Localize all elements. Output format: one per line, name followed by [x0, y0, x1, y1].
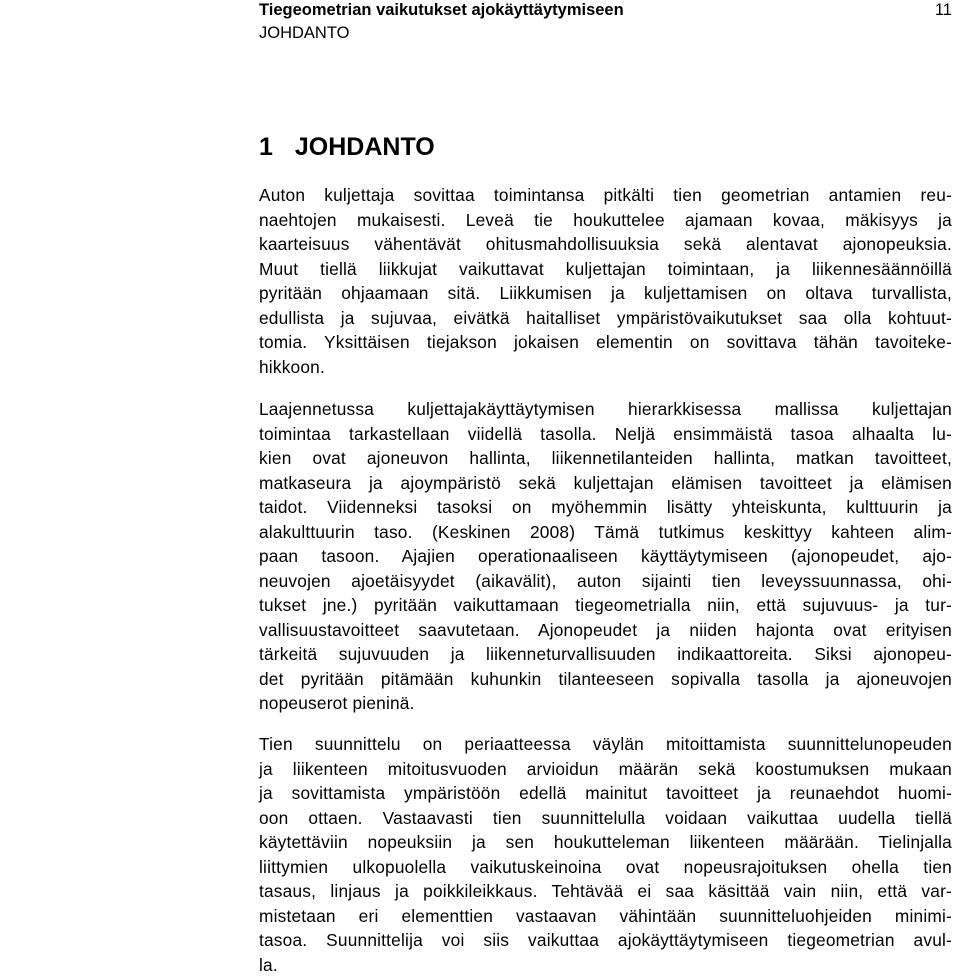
paragraph-line: tärkeitä sujuvuuden ja liikenneturvallisuuden indikaattoreita. Siksi ajonopeu-	[259, 642, 952, 667]
running-section: JOHDANTO	[259, 24, 349, 43]
paragraph-line: tasaus, linjaus ja poikkileikkaus. Tehtävää ei saa käsittää vain niin, että var-	[259, 879, 952, 904]
paragraph-line: vallisuustavoitteet saavutetaan. Ajonopeudet ja niiden hajonta ovat erityisen	[259, 618, 952, 643]
paragraph-line: nopeuserot pieninä.	[259, 691, 952, 716]
paragraph-line: taidot. Viidenneksi tasoksi on myöhemmin lisätty yhteiskunta, kulttuurin ja	[259, 495, 952, 520]
chapter-number: 1	[259, 133, 273, 161]
paragraph-line: kaarteisuus vähentävät ohitusmahdollisuuksia sekä alentavat ajonopeuksia.	[259, 232, 952, 257]
paragraph-line: Muut tiellä liikkujat vaikuttavat kuljettajan toimintaan, ja liikennesäännöillä	[259, 257, 952, 282]
paragraph-line: Laajennetussa kuljettajakäyttäytymisen hierarkkisessa mallissa kuljettajan	[259, 397, 952, 422]
paragraph-line: tomia. Yksittäisen tiejakson jokaisen elementin on sovittava tähän tavoiteke-	[259, 330, 952, 355]
paragraph-line: tukset jne.) pyritään vaikuttamaan tiegeometrialla niin, että sujuvuus- ja tur-	[259, 593, 952, 618]
paragraph-line: kien ovat ajoneuvon hallinta, liikennetilanteiden hallinta, matkan tavoitteet,	[259, 446, 952, 471]
paragraph-2	[259, 397, 952, 716]
paragraph-line: oon ottaen. Vastaavasti tien suunnittelulla voidaan vaikuttaa uudella tiellä	[259, 806, 952, 831]
paragraph-line: toimintaa tarkastellaan viidellä tasolla. Neljä ensimmäistä tasoa alhaalta lu-	[259, 422, 952, 447]
paragraph-line: la.	[259, 953, 952, 977]
paragraph-1	[259, 183, 952, 379]
paragraph-line: tasoa. Suunnittelija voi siis vaikuttaa ajokäyttäytymiseen tiegeometrian avul-	[259, 928, 952, 953]
chapter-title: JOHDANTO	[295, 133, 435, 161]
paragraph-line: mistetaan eri elementtien vastaavan vähintään suunnitteluohjeiden minimi-	[259, 904, 952, 929]
paragraph-line: liittymien ulkopuolella vaikutuskeinoina ovat nopeusrajoituksen ohella tien	[259, 855, 952, 880]
paragraph-line: alakulttuurin taso. (Keskinen 2008) Tämä tutkimus keskittyy kahteen alim-	[259, 520, 952, 545]
paragraph-line: naehtojen mukaisesti. Leveä tie houkuttelee ajamaan kovaa, mäkisyys ja	[259, 208, 952, 233]
paragraph-line: neuvojen ajoetäisyydet (aikavälit), auton sijainti tien leveyssuunnassa, ohi-	[259, 569, 952, 594]
running-title: Tiegeometrian vaikutukset ajokäyttäytymiseen	[259, 1, 624, 20]
chapter-heading	[259, 133, 435, 162]
paragraph-line: pyritään ohjaamaan sitä. Liikkumisen ja kuljettamisen on oltava turvallista,	[259, 281, 952, 306]
paragraph-line: ja liikenteen mitoitusvuoden arvioidun määrän sekä koostumuksen mukaan	[259, 757, 952, 782]
page-number: 11	[935, 1, 952, 20]
paragraph-line: paan tasoon. Ajajien operationaaliseen käyttäytymiseen (ajonopeudet, ajo-	[259, 544, 952, 569]
paragraph-line: Auton kuljettaja sovittaa toimintansa pitkälti tien geometrian antamien reu-	[259, 183, 952, 208]
paragraph-line: käytettäviin nopeuksiin ja sen houkutteleman liikenteen määrään. Tielinjalla	[259, 830, 952, 855]
paragraph-line: ja sovittamista ympäristöön edellä mainitut tavoitteet ja reunaehdot huomi-	[259, 781, 952, 806]
paragraph-line: Tien suunnittelu on periaatteessa väylän mitoittamista suunnittelunopeuden	[259, 732, 952, 757]
paragraph-line: hikkoon.	[259, 355, 952, 380]
paragraph-line: det pyritään pitämään kuhunkin tilanteeseen sopivalla tasolla ja ajoneuvojen	[259, 667, 952, 692]
paragraph-3	[259, 732, 952, 977]
paragraph-line: edullista ja sujuvaa, eivätkä haitalliset ympäristövaikutukset saa olla kohtuut-	[259, 306, 952, 331]
paragraph-line: matkaseura ja ajoympäristö sekä kuljettajan elämisen tavoitteet ja elämisen	[259, 471, 952, 496]
